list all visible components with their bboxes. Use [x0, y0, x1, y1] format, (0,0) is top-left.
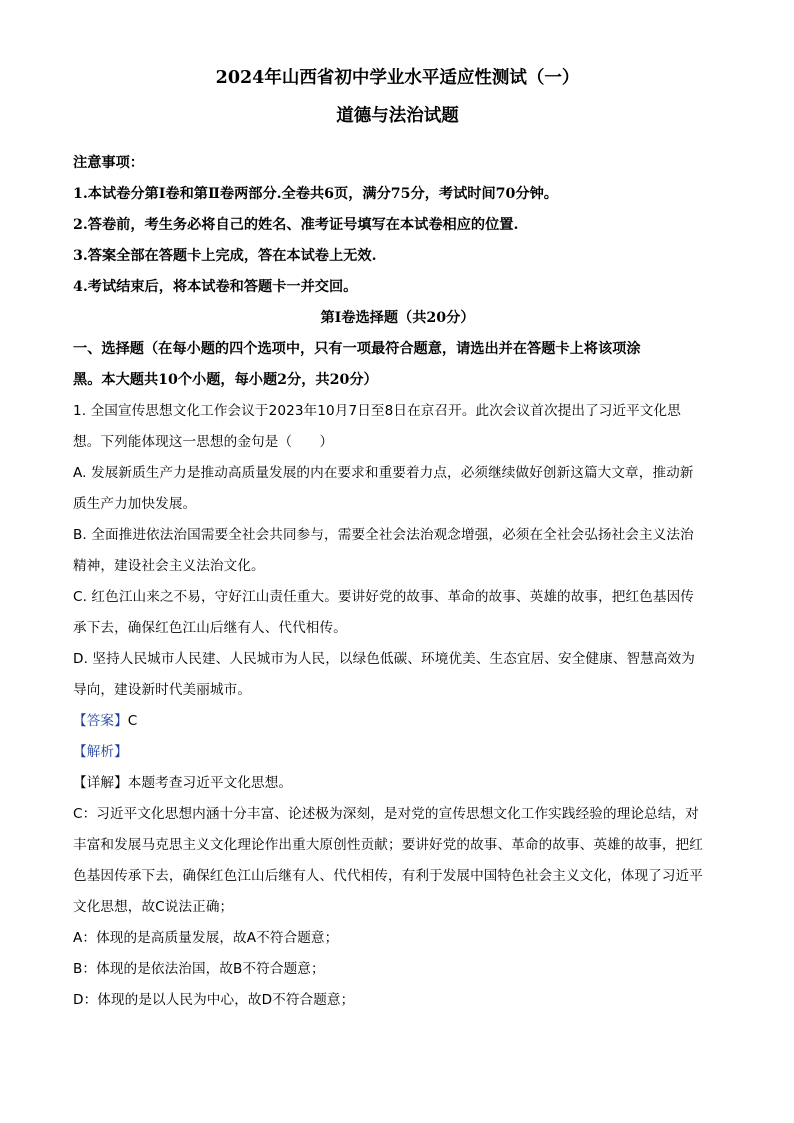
analysis-label: 【解析】	[73, 744, 128, 760]
exam-title: 2024年山西省初中学业水平适应性测试（一）	[215, 68, 580, 88]
explanation-line: C：习近平文化思想内涵十分丰富、论述极为深刻，是对党的宣传思想文化工作实践经验的理论总结，对	[73, 806, 699, 822]
note-item: 2.答卷前，考生务必将自己的姓名、准考证号填写在本试卷相应的位置.	[73, 217, 519, 233]
answer-line	[73, 706, 722, 737]
analysis-line	[73, 737, 722, 768]
detail-line	[73, 768, 722, 799]
question-stem: 1. 全国宣传思想文化工作会议于2023年10月7日至8日在京召开。此次会议首次提出了习近平文化思	[73, 403, 681, 419]
notes-heading: 注意事项：	[73, 155, 144, 171]
exam-subtitle: 道德与法治试题	[336, 106, 459, 126]
option-b: B. 全面推进依法治国需要全社会共同参与，需要全社会法治观念增强，必须在全社会弘扬社会主义法治	[73, 527, 694, 543]
section-instruction: 黑。本大题共10个小题，每小题2分，共20分）	[73, 372, 378, 388]
option-a: 质生产力加快发展。	[73, 496, 197, 512]
wrong-option-note: B：体现的是依法治国，故B不符合题意；	[73, 961, 325, 977]
answer-label: 【答案】	[73, 713, 128, 729]
explanation-line: 文化思想，故C说法正确；	[73, 899, 234, 915]
note-item: 1.本试卷分第Ⅰ卷和第Ⅱ卷两部分.全卷共6页，满分75分，考试时间70分钟。	[73, 186, 558, 202]
question-stem: 想。下列能体现这一思想的金句是（ ）	[73, 434, 334, 450]
explanation-line: 丰富和发展马克思主义文化理论作出重大原创性贡献；要讲好党的故事、革命的故事、英雄的故事，把红	[73, 837, 703, 853]
section-instruction: 一、选择题（在每小题的四个选项中，只有一项最符合题意，请选出并在答题卡上将该项涂	[73, 341, 641, 357]
option-c: C. 红色江山来之不易，守好江山责任重大。要讲好党的故事、革命的故事、英雄的故事，把红色基因传	[73, 589, 694, 605]
note-item: 3.答案全部在答题卡上完成，答在本试卷上无效.	[73, 248, 377, 264]
note-item: 4.考试结束后，将本试卷和答题卡一并交回。	[73, 279, 358, 295]
explanation-line: 色基因传承下去，确保红色江山后继有人、代代相传，有利于发展中国特色社会主义文化，体现了习近平	[73, 868, 703, 884]
question-1	[73, 396, 722, 1016]
wrong-option-note: A：体现的是高质量发展，故A不符合题意；	[73, 930, 339, 946]
detail-label: 【详解】	[73, 775, 128, 791]
option-a: A. 发展新质生产力是推动高质量发展的内在要求和重要着力点，必须继续做好创新这篇大文章，推动新	[73, 465, 694, 481]
option-b: 精神，建设社会主义法治文化。	[73, 558, 265, 574]
notes-section	[73, 148, 722, 303]
detail-intro: 本题考查习近平文化思想。	[127, 775, 293, 791]
option-d: D. 坚持人民城市人民建、人民城市为人民，以绿色低碳、环境优美、生态宜居、安全健康、智慧高效为	[73, 651, 695, 667]
option-d: 导向，建设新时代美丽城市。	[73, 682, 252, 698]
option-c: 承下去，确保红色江山后继有人、代代相传。	[73, 620, 347, 636]
answer-value: C	[127, 713, 138, 729]
section-title: 第Ⅰ卷选择题（共20分）	[320, 310, 475, 326]
wrong-option-note: D：体现的是以人民为中心，故D不符合题意；	[73, 992, 355, 1008]
